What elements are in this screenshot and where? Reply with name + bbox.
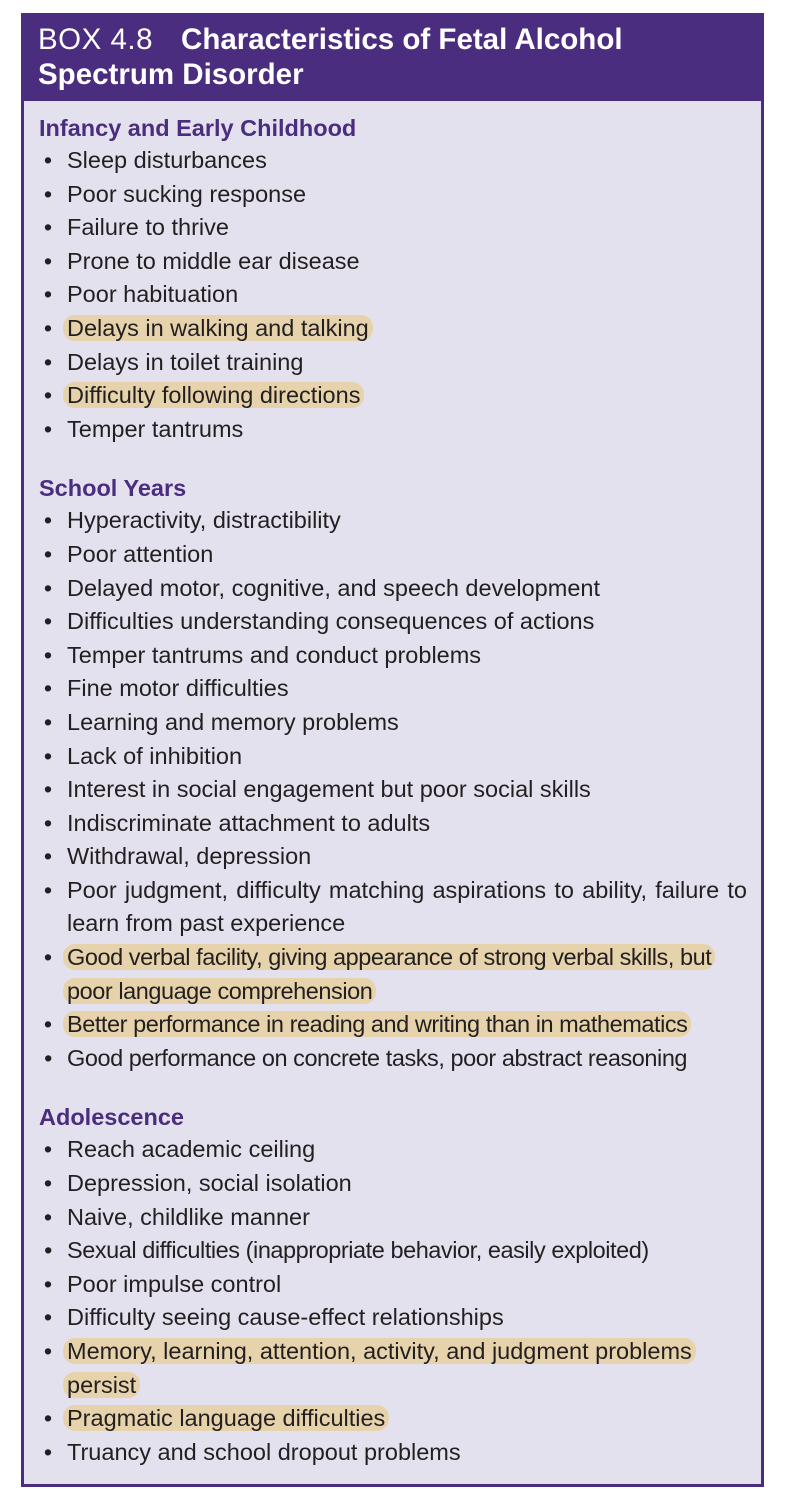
list-item-highlighted (39, 1402, 747, 1436)
bullet-icon: • (43, 382, 53, 409)
box-content (24, 101, 761, 1469)
fasd-box (21, 13, 764, 1487)
highlighted-item-text: Difficulty following directions (63, 382, 364, 408)
bullet-icon: • (43, 507, 53, 534)
bullet-icon: • (43, 876, 53, 903)
item-text: Lack of inhibition (67, 742, 243, 769)
section-heading: School Years (39, 475, 187, 502)
item-text: Prone to middle ear disease (67, 247, 360, 274)
bullet-icon: • (43, 1203, 53, 1230)
bullet-icon: • (43, 214, 53, 241)
bullet-icon: • (43, 1338, 53, 1364)
bullet-icon: • (43, 641, 53, 668)
item-text: Sexual difficulties (inappropriate behavior, easily exploited) (67, 1237, 649, 1264)
bullet-icon: • (43, 348, 53, 375)
list-item (39, 1234, 747, 1268)
list-item (39, 672, 747, 706)
list-item-highlighted (39, 941, 747, 1008)
list-item (39, 1436, 747, 1470)
item-text: Delayed motor, cognitive, and speech development (67, 574, 600, 601)
bullet-icon: • (43, 1405, 53, 1432)
box-label: BOX 4.8 (38, 23, 154, 56)
item-text: Temper tantrums and conduct problems (67, 641, 482, 668)
list-item-highlighted (39, 1335, 747, 1402)
item-text: Naive, childlike manner (67, 1203, 310, 1230)
item-text: Sleep disturbances (67, 147, 267, 173)
list-item (39, 1201, 747, 1235)
item-text: Failure to thrive (67, 214, 229, 241)
list-item (39, 346, 747, 380)
section-school-years (39, 472, 747, 1075)
bullet-icon: • (43, 415, 53, 442)
list-item (39, 605, 747, 639)
bullet-icon: • (43, 281, 53, 308)
box-header (24, 16, 761, 101)
list-item (39, 807, 747, 841)
item-text: Poor sucking response (67, 180, 307, 207)
item-text: Difficulty seeing cause-effect relationships (67, 1304, 504, 1331)
item-text: Poor habituation (67, 281, 239, 308)
bullet-icon: • (44, 1237, 52, 1264)
item-text: Learning and memory problems (67, 708, 399, 735)
item-text: Difficulties understanding consequences of actions (67, 608, 595, 635)
list-item (39, 1167, 747, 1201)
item-text: Fine motor difficulties (67, 675, 289, 702)
bullet-icon: • (43, 809, 53, 836)
bullet-icon: • (43, 1136, 53, 1163)
list-item-highlighted (39, 1008, 747, 1042)
item-text: Interest in social engagement but poor social skills (67, 776, 591, 803)
list-item (39, 211, 747, 245)
bullet-icon: • (43, 314, 53, 341)
list-item-highlighted (39, 379, 747, 413)
highlighted-item-text: Memory, learning, attention, activity, and judgment problems persist (63, 1338, 696, 1398)
bullet-icon: • (43, 1304, 53, 1331)
item-text: Withdrawal, depression (67, 843, 312, 870)
list-item (39, 1268, 747, 1302)
list-item (39, 504, 747, 538)
bullet-icon: • (43, 147, 53, 173)
item-text: Truancy and school dropout problems (67, 1438, 461, 1465)
section-heading: Adolescence (39, 1104, 184, 1131)
item-text: Depression, social isolation (67, 1170, 352, 1197)
list-item (39, 706, 747, 740)
list-item (39, 278, 747, 312)
bullet-icon: • (43, 574, 53, 601)
item-text: Poor attention (67, 540, 214, 567)
item-text: Delays in toilet training (67, 348, 304, 375)
highlighted-item-text: Delays in walking and talking (63, 315, 373, 341)
bullet-icon: • (43, 608, 53, 635)
item-text: Indiscriminate attachment to adults (67, 809, 431, 836)
bullet-icon: • (43, 1270, 53, 1297)
list-item (39, 874, 747, 941)
bullet-icon: • (43, 742, 53, 769)
section-heading: Infancy and Early Childhood (39, 115, 357, 141)
item-text: Hyperactivity, distractibility (67, 507, 341, 534)
bullet-icon: • (43, 1438, 53, 1465)
list-item (39, 178, 747, 212)
bullet-icon: • (43, 540, 53, 567)
item-text: Reach academic ceiling (67, 1136, 316, 1163)
item-list (39, 144, 747, 446)
list-item (39, 538, 747, 572)
bullet-icon: • (43, 675, 53, 702)
bullet-icon: • (43, 944, 53, 971)
list-item (39, 840, 747, 874)
bullet-icon: • (43, 708, 53, 735)
bullet-icon: • (43, 1011, 53, 1038)
section-adolescence (39, 1101, 747, 1469)
bullet-icon: • (43, 776, 53, 803)
list-item (39, 1042, 747, 1076)
list-item (39, 740, 747, 774)
box-title: Characteristics of Fetal Alcohol Spectrum Disorder (38, 23, 623, 91)
list-item (39, 144, 747, 178)
bullet-icon: • (43, 843, 53, 870)
section-infancy (39, 112, 747, 446)
highlighted-item-text: Pragmatic language difficulties (63, 1405, 389, 1431)
bullet-icon: • (43, 247, 53, 274)
list-item (39, 1133, 747, 1167)
item-list (39, 1133, 747, 1469)
item-text: Poor judgment, difficulty matching aspirations to ability, failure to learn from past experience (67, 876, 747, 937)
list-item (39, 413, 747, 447)
list-item (39, 639, 747, 673)
list-item (39, 245, 747, 279)
item-text: Good performance on concrete tasks, poor abstract reasoning (67, 1044, 688, 1071)
bullet-icon: • (43, 1170, 53, 1197)
list-item (39, 572, 747, 606)
highlighted-item-text: Good verbal facility, giving appearance of strong verbal skills, but poor language comprehension (63, 944, 715, 1004)
bullet-icon: • (43, 180, 53, 207)
item-text: Poor impulse control (67, 1270, 282, 1297)
list-item-highlighted (39, 312, 747, 346)
bullet-icon: • (44, 1044, 52, 1071)
item-list (39, 504, 747, 1075)
list-item (39, 1301, 747, 1335)
list-item (39, 773, 747, 807)
highlighted-item-text: Better performance in reading and writing than in mathematics (63, 1011, 691, 1037)
item-text: Temper tantrums (67, 415, 244, 442)
